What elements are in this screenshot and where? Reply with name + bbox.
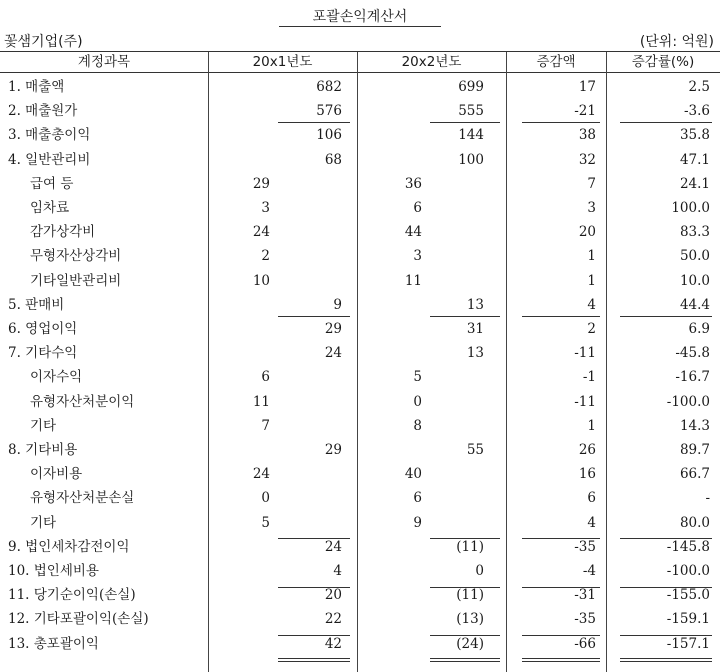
account-label: 10. 법인세비용 <box>8 563 99 579</box>
header-change: 증감액 <box>536 54 576 70</box>
rate-value: 50.0 <box>679 248 710 265</box>
change-value: 17 <box>578 79 596 95</box>
account-label: 이자수익 <box>30 369 83 386</box>
table-row <box>0 244 720 268</box>
year1-value: 24 <box>252 466 270 483</box>
subtotal-rule <box>522 538 600 539</box>
year1-value: 7 <box>261 417 270 434</box>
table-row <box>0 511 720 535</box>
table-row <box>0 438 720 462</box>
subtotal-rule <box>430 316 500 317</box>
subtotal-rule <box>278 316 350 317</box>
account-label: 11. 당기순이익(손실) <box>8 587 136 604</box>
subtotal-rule <box>522 122 600 123</box>
header-year1: 20x1년도 <box>252 54 313 70</box>
change-value: 38 <box>578 127 596 144</box>
table-row <box>0 269 720 293</box>
year2-value: 5 <box>413 369 422 386</box>
subtotal-rule <box>430 587 500 588</box>
change-value: -35 <box>574 538 596 555</box>
year1-value: 68 <box>324 151 342 168</box>
table-top-border <box>0 51 720 52</box>
year2-value: 9 <box>413 514 422 531</box>
account-label: 기타 <box>30 514 57 531</box>
year1-value: 24 <box>324 538 342 555</box>
subtotal-rule <box>430 538 500 539</box>
account-label: 급여 등 <box>30 175 74 192</box>
account-label: 6. 영업이익 <box>8 321 78 337</box>
header-account: 계정과목 <box>77 54 131 70</box>
year2-value: 13 <box>466 345 484 362</box>
year2-value: (11) <box>456 538 484 555</box>
total-double-rule <box>430 658 500 662</box>
subtotal-rule <box>278 122 350 123</box>
year1-value: 29 <box>252 175 270 192</box>
rate-value: -100.0 <box>666 563 710 579</box>
table-row <box>0 293 720 317</box>
year2-value: 144 <box>458 127 484 144</box>
year2-value: (24) <box>456 635 484 652</box>
subtotal-rule <box>430 635 500 636</box>
subtotal-rule <box>278 538 350 539</box>
rate-value: 44.4 <box>679 296 710 313</box>
subtotal-rule <box>522 587 600 588</box>
rate-value: 83.3 <box>679 224 710 241</box>
subtotal-rule <box>620 316 712 317</box>
table-row <box>0 148 720 172</box>
year2-value: 699 <box>458 79 484 95</box>
rate-value: 24.1 <box>679 175 710 192</box>
change-value: 4 <box>587 514 596 531</box>
rate-value: -157.1 <box>666 635 710 652</box>
table-row <box>0 414 720 438</box>
table-row <box>0 535 720 559</box>
year1-value: 29 <box>324 442 342 458</box>
table-row <box>0 462 720 486</box>
year2-value: 6 <box>413 490 422 507</box>
change-value: 20 <box>578 224 596 241</box>
year2-value: (13) <box>456 611 484 628</box>
year2-value: 3 <box>413 248 422 265</box>
account-label: 3. 매출총이익 <box>8 127 91 144</box>
year2-value: 11 <box>404 272 422 289</box>
table-row <box>0 99 720 123</box>
rate-value: 14.3 <box>679 417 710 434</box>
change-value: 2 <box>587 321 596 337</box>
account-label: 7. 기타수익 <box>8 345 78 362</box>
year1-value: 106 <box>316 127 342 144</box>
account-label: 유형자산처분이익 <box>30 393 135 410</box>
change-value: -1 <box>582 369 596 386</box>
change-value: -4 <box>582 563 596 579</box>
header-rate: 증감률(%) <box>631 54 695 70</box>
change-value: 6 <box>587 490 596 507</box>
table-row <box>0 583 720 607</box>
year1-value: 24 <box>324 345 342 362</box>
table-row <box>0 632 720 656</box>
year2-value: 555 <box>458 103 484 120</box>
year2-value: 44 <box>404 224 422 241</box>
year1-value: 0 <box>261 490 270 507</box>
change-value: 16 <box>578 466 596 483</box>
subtotal-rule <box>278 587 350 588</box>
change-value: -11 <box>574 393 596 410</box>
table-row <box>0 365 720 389</box>
year2-value: 0 <box>475 563 484 579</box>
year1-value: 11 <box>252 393 270 410</box>
account-label: 13. 총포괄이익 <box>8 635 99 652</box>
change-value: -11 <box>574 345 596 362</box>
change-value: 3 <box>587 200 596 216</box>
total-double-rule <box>620 658 712 662</box>
rate-value: 2.5 <box>688 79 710 95</box>
year1-value: 5 <box>261 514 270 531</box>
table-row <box>0 317 720 341</box>
year1-value: 24 <box>252 224 270 241</box>
year1-value: 4 <box>333 563 342 579</box>
rate-value: 10.0 <box>679 272 710 289</box>
change-value: -21 <box>574 103 596 120</box>
account-label: 5. 판매비 <box>8 296 65 313</box>
year1-value: 10 <box>252 272 270 289</box>
change-value: -31 <box>574 587 596 604</box>
rate-value: 35.8 <box>679 127 710 144</box>
subtotal-rule <box>620 122 712 123</box>
year1-value: 22 <box>324 611 342 628</box>
table-row <box>0 390 720 414</box>
header-bottom-border <box>0 72 720 73</box>
rate-value: 66.7 <box>679 466 710 483</box>
year1-value: 576 <box>316 103 342 120</box>
account-label: 기타 <box>30 417 57 434</box>
account-label: 기타일반관리비 <box>30 272 122 289</box>
rate-value: -145.8 <box>666 538 710 555</box>
change-value: 7 <box>587 175 596 192</box>
change-value: -35 <box>574 611 596 628</box>
year2-value: 13 <box>466 296 484 313</box>
total-double-rule <box>278 658 350 662</box>
unit-label: (단위: 억원) <box>639 34 714 50</box>
subtotal-rule <box>522 316 600 317</box>
account-label: 임차료 <box>30 200 70 216</box>
year1-value: 6 <box>261 369 270 386</box>
change-value: 32 <box>578 151 596 168</box>
year1-value: 3 <box>261 200 270 216</box>
rate-value: 89.7 <box>679 442 710 458</box>
year1-value: 29 <box>324 321 342 337</box>
account-label: 2. 매출원가 <box>8 103 78 120</box>
year1-value: 42 <box>324 635 342 652</box>
table-row <box>0 220 720 244</box>
year1-value: 2 <box>261 248 270 265</box>
table-row <box>0 123 720 147</box>
subtotal-rule <box>522 635 600 636</box>
subtotal-rule <box>620 587 712 588</box>
table-row <box>0 341 720 365</box>
account-label: 1. 매출액 <box>8 79 65 95</box>
header-year2: 20x2년도 <box>401 54 462 70</box>
account-label: 이자비용 <box>30 466 83 483</box>
year2-value: 0 <box>413 393 422 410</box>
change-value: 1 <box>587 272 596 289</box>
table-row <box>0 486 720 510</box>
rate-value: 100.0 <box>671 200 710 216</box>
statement-title: 포괄손익계산서 <box>312 9 408 25</box>
year2-value: (11) <box>456 587 484 604</box>
change-value: 1 <box>587 417 596 434</box>
year2-value: 6 <box>413 200 422 216</box>
rate-value: -155.0 <box>666 587 710 604</box>
table-row <box>0 172 720 196</box>
title-underline <box>279 26 441 27</box>
rate-value: 80.0 <box>679 514 710 531</box>
rate-value: -159.1 <box>666 611 710 628</box>
account-label: 무형자산상각비 <box>30 248 122 265</box>
rate-value: -100.0 <box>666 393 710 410</box>
rate-value: -45.8 <box>675 345 710 362</box>
rate-value: -16.7 <box>675 369 710 386</box>
account-label: 8. 기타비용 <box>8 442 78 458</box>
rate-value: 47.1 <box>679 151 710 168</box>
subtotal-rule <box>430 122 500 123</box>
year2-value: 100 <box>458 151 484 168</box>
table-row <box>0 75 720 99</box>
table-row <box>0 196 720 220</box>
account-label: 12. 기타포괄이익(손실) <box>8 611 149 628</box>
account-label: 9. 법인세차감전이익 <box>8 538 130 555</box>
account-label: 유형자산처분손실 <box>30 490 135 507</box>
table-row <box>0 607 720 631</box>
subtotal-rule <box>620 635 712 636</box>
total-double-rule <box>522 658 600 662</box>
rate-value: - <box>705 490 710 507</box>
year2-value: 36 <box>404 175 422 192</box>
year2-value: 8 <box>413 417 422 434</box>
change-value: 4 <box>587 296 596 313</box>
year2-value: 31 <box>466 321 484 337</box>
year2-value: 55 <box>466 442 484 458</box>
subtotal-rule <box>620 538 712 539</box>
year2-value: 40 <box>404 466 422 483</box>
year1-value: 9 <box>333 296 342 313</box>
change-value: -66 <box>574 635 596 652</box>
account-label: 감가상각비 <box>30 224 96 241</box>
change-value: 1 <box>587 248 596 265</box>
year1-value: 20 <box>324 587 342 604</box>
rate-value: -3.6 <box>683 103 710 120</box>
company-name: 꽃샘기업(주) <box>4 34 83 50</box>
table-row <box>0 559 720 583</box>
subtotal-rule <box>278 635 350 636</box>
rate-value: 6.9 <box>688 321 710 337</box>
account-label: 4. 일반관리비 <box>8 151 91 168</box>
change-value: 26 <box>578 442 596 458</box>
year1-value: 682 <box>316 79 342 95</box>
